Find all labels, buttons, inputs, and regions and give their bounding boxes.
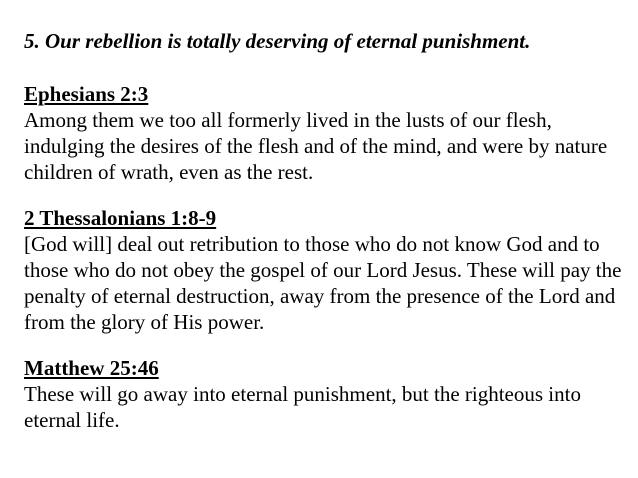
passage-line: Among them we too all formerly lived in the lusts of our flesh, — [24, 108, 552, 132]
slide-heading: 5. Our rebellion is totally deserving of eternal punishment. — [24, 29, 531, 53]
passage-reference: 2 Thessalonians 1:8-9 — [24, 206, 217, 230]
passage-ephesians — [24, 81, 624, 185]
passage-line: from the glory of His power. — [24, 310, 265, 334]
passage-matthew — [24, 355, 624, 433]
passage-line: those who do not obey the gospel of our Lord Jesus. These will pay the — [24, 258, 622, 282]
passage-line: penalty of eternal destruction, away from the presence of the Lord and — [24, 284, 616, 308]
passage-line: [God will] deal out retribution to those who do not know God and to — [24, 232, 600, 256]
passage-reference: Ephesians 2:3 — [24, 82, 149, 106]
passage-text — [24, 231, 624, 335]
passage-line: children of wrath, even as the rest. — [24, 160, 314, 184]
passage-line: indulging the desires of the flesh and of the mind, and were by nature — [24, 134, 608, 158]
passage-thessalonians — [24, 205, 624, 335]
passage-text — [24, 107, 624, 185]
passage-reference: Matthew 25:46 — [24, 356, 159, 380]
passage-line: eternal life. — [24, 408, 120, 432]
passage-text — [24, 381, 624, 433]
passage-line: These will go away into eternal punishment, but the righteous into — [24, 382, 581, 406]
